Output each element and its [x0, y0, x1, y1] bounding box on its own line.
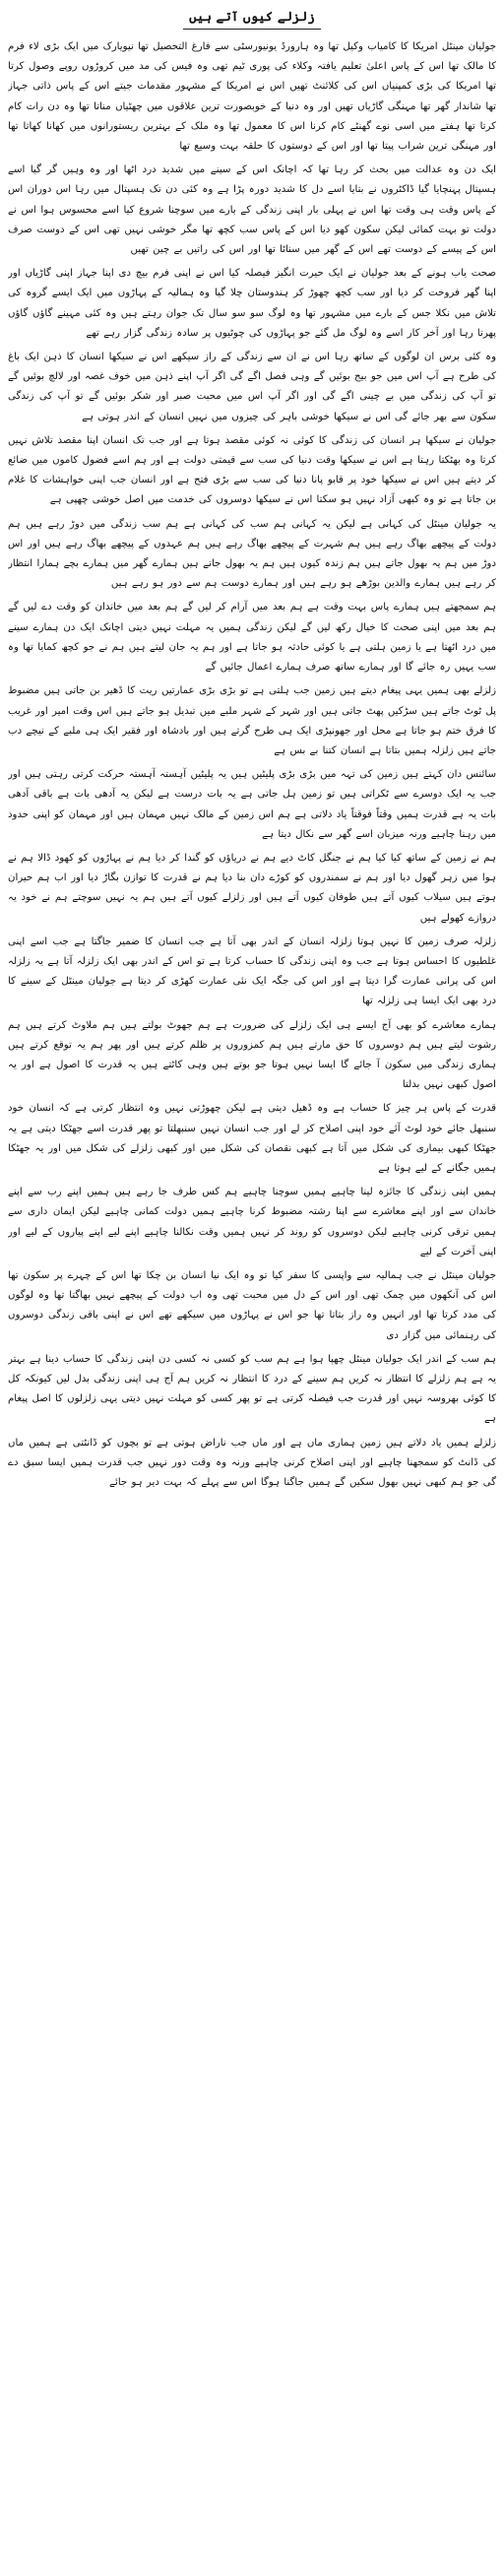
headline-wrap — [8, 6, 496, 30]
article-body — [8, 37, 496, 2568]
article-paragraph: ہمارے معاشرے کو بھی آج ایسے ہی ایک زلزلے کی ضرورت ہے ہم جھوٹ بولتے ہیں ہم ملاوٹ کرتے ہیں ہم رشوت لیتے ہیں ہم دوسروں کا حق مارتے ہیں ہم کمزوروں پر ظلم کرتے ہیں اور پھر ہم یہ توقع کرتے ہیں ہماری زندگی میں سکون آ جائے گا ایسا نہیں ہوتا جو بوتے ہیں وہی کاٹتے ہیں یہ قدرت کا اصول ہے اور یہ اصول کبھی نہیں بدلتا — [8, 1019, 496, 1091]
article-paragraph: صحت یاب ہونے کے بعد جولیان نے ایک حیرت انگیز فیصلہ کیا اس نے اپنی فرم بیچ دی اپنا جہاز اپنی گاڑیاں اور اپنا گھر فروخت کر دیا اور سب کچھ چھوڑ کر ہندوستان چلا گیا وہ ہمالیہ کے پہاڑوں میں ایک ایسے گروہ کی تلاش میں نکلا جس کے بارے میں مشہور تھا وہ لوگ سو سو سال تک جوان رہتے ہیں وہ کئی مہینے گاؤں گاؤں پھرتا رہا اور آخر کار اسے وہ لوگ مل گئے جو پہاڑوں کی چوٹیوں پر سادہ زندگی گزار رہے تھے — [8, 268, 496, 339]
article-paragraph: زلزلہ صرف زمین کا نہیں ہوتا زلزلہ انسان کے اندر بھی آتا ہے جب انسان کا ضمیر جاگتا ہے جب اسے اپنی غلطیوں کا احساس ہوتا ہے جب وہ اپنی زندگی کا حساب کرتا ہے تو اس کے اندر بھی ایک زلزلہ آتا ہے یہ زلزلہ اس کی پرانی عمارت گرا دیتا ہے اور اس کی جگہ ایک نئی عمارت کھڑی کر دیتا ہے جولیان مینٹل کے سینے کا درد بھی ایک ایسا ہی زلزلہ تھا — [8, 935, 496, 1007]
article-paragraph: ایک دن وہ عدالت میں بحث کر رہا تھا کہ اچانک اس کے سینے میں شدید درد اٹھا اور وہ وہیں گر گیا اسے ہسپتال پہنچایا گیا ڈاکٹروں نے بتایا اسے دل کا شدید دورہ پڑا ہے وہ کئی دن تک ہسپتال میں رہا اس دوران اس کے پاس وقت ہی وقت تھا اس نے پہلی بار اپنی زندگی کے بارے میں سوچنا شروع کیا اسے محسوس ہوا اس نے دولت تو بہت کمائی لیکن سکون کھو دیا اس کے پاس سب کچھ تھا مگر خوشی نہیں تھی اس کے دوست صرف اس کے پیسے کے دوست تھے اس کے گھر میں سناٹا تھا اور اس کی راتیں بے چین تھیں — [8, 164, 496, 256]
article-paragraph: جولیان مینٹل امریکا کا کامیاب وکیل تھا وہ ہارورڈ یونیورسٹی سے فارغ التحصیل تھا نیویارک میں ایک بڑی لاء فرم کا مالک تھا اس کے پاس اعلیٰ تعلیم یافتہ وکلاء کی پوری ٹیم تھی وہ فیس کی مد میں کروڑوں روپے وصول کرتا تھا امریکا کی بڑی کمپنیاں اس کی کلائنٹ تھیں اس نے امریکا کے مشہور مقدمات جیتے اس کے پاس ذاتی جہاز تھا شاندار گھر تھا مہنگی گاڑیاں تھیں اور وہ دنیا کے خوبصورت ترین علاقوں میں چھٹیاں مناتا تھا وہ دن رات کام کرتا تھا ہفتے میں اسی نوے گھنٹے کام کرنا اس کا معمول تھا وہ ملک کے بہترین ریستورانوں میں کھانا کھاتا تھا اور مہنگی ترین شراب پیتا تھا اور اس کے دوستوں کا حلقہ بہت وسیع تھا — [8, 41, 496, 153]
article-paragraph: وہ کئی برس ان لوگوں کے ساتھ رہا اس نے ان سے زندگی کے راز سیکھے اس نے سیکھا انسان کا ذہن ایک باغ کی طرح ہے آپ اس میں جو بیج بوئیں گے وہی فصل اگے گی اگر آپ اپنے ذہن میں خوف غصہ اور لالچ بوئیں گے تو آپ کی زندگی میں بے چینی اگے گی اور اگر آپ اس میں محبت صبر اور شکر بوئیں گے تو آپ کی زندگی سکون سے بھر جائے گی اس نے سیکھا خوشی باہر کی چیزوں میں نہیں انسان کے اندر ہوتی ہے — [8, 352, 496, 422]
article-paragraph: جولیان نے سیکھا ہر انسان کی زندگی کا کوئی نہ کوئی مقصد ہوتا ہے اور جب تک انسان اپنا مقصد تلاش نہیں کرتا وہ بھٹکتا رہتا ہے اس نے سیکھا وقت دنیا کی سب سے قیمتی دولت ہے اور ہم اسے فضول کاموں میں ضائع کر دیتے ہیں اس نے سیکھا خود پر قابو پانا دنیا کی سب سے بڑی فتح ہے اور انسان جب اپنی خواہشات کا غلام بن جاتا ہے تو وہ کبھی آزاد نہیں ہو سکتا اس نے سیکھا دوسروں کی خدمت میں اصل خوشی چھپی ہے — [8, 434, 496, 506]
article-paragraph: ہم سب کے اندر ایک جولیان مینٹل چھپا ہوا ہے ہم سب کو کسی نہ کسی دن اپنی زندگی کا حساب دینا ہے بہتر یہ ہے ہم زلزلے کا انتظار نہ کریں ہم سینے کے درد کا انتظار نہ کریں ہم آج ہی اپنی زندگی بدل لیں کیونکہ کل کا کوئی بھروسہ نہیں اور قدرت جب فیصلہ کرتی ہے تو پھر کسی کو مہلت نہیں دیتی یہی زلزلوں کا اصل پیغام ہے — [8, 1353, 496, 1425]
article-paragraph: ہم نے زمین کے ساتھ کیا کیا ہم نے جنگل کاٹ دیے ہم نے دریاؤں کو گندا کر دیا ہم نے پہاڑوں کو کھود ڈالا ہم نے ہوا میں زہر گھول دیا اور ہم نے سمندروں کو کوڑے دان بنا دیا ہم نے قدرت کا توازن بگاڑ دیا اور اب ہم حیران ہوتے ہیں سیلاب کیوں آتے ہیں طوفان کیوں آتے ہیں اور زلزلے کیوں آتے ہیں ہم یہ نہیں سوچتے ہم نے خود یہ دروازے کھولے ہیں — [8, 852, 496, 924]
article-title: زلزلے کیوں آتے ہیں — [183, 9, 321, 30]
article-paragraph: سائنس دان کہتے ہیں زمین کی تہہ میں بڑی بڑی پلیٹیں ہیں یہ پلیٹیں آہستہ آہستہ حرکت کرتی رہتی ہیں اور جب یہ ایک دوسرے سے ٹکراتی ہیں تو زمین ہل جاتی ہے یہ بات درست ہے لیکن یہ آدھی بات ہے باقی آدھی بات یہ ہے قدرت ہمیں وقتاً فوقتاً یاد دلاتی ہے ہم اس زمین کے مالک نہیں مہمان ہیں اور مہمان کو اپنی حدود میں رہنا چاہیے ورنہ میزبان اسے گھر سے نکال دیتا ہے — [8, 769, 496, 840]
article-paragraph: ہمیں اپنی زندگی کا جائزہ لینا چاہیے ہمیں سوچنا چاہیے ہم کس طرف جا رہے ہیں ہمیں اپنے رب سے اپنے خاندان سے اور اپنے معاشرے سے اپنا رشتہ مضبوط کرنا چاہیے ہمیں دولت کمانی چاہیے لیکن ایمان داری سے ہمیں ترقی کرنی چاہیے لیکن دوسروں کو روند کر نہیں ہمیں وقت نکالنا چاہیے اپنے لیے اپنے پیاروں کے لیے اور اپنی آخرت کے لیے — [8, 1187, 496, 1257]
article-paragraph: ہم سمجھتے ہیں ہمارے پاس بہت وقت ہے ہم بعد میں آرام کر لیں گے ہم بعد میں خاندان کو وقت دے لیں گے ہم بعد میں اپنی صحت کا خیال رکھ لیں گے لیکن زندگی ہمیں یہ مہلت نہیں دیتی اچانک ایک دن ہمارے سینے میں درد اٹھتا ہے یا زمین ہلتی ہے یا کوئی حادثہ ہو جاتا ہے اور ہم یہ جان لیتے ہیں ہم نے جو کچھ کمایا تھا وہ سب یہیں رہ جائے گا اور ہمارے ساتھ صرف ہمارے اعمال جائیں گے — [8, 602, 496, 674]
article-paragraph: قدرت کے پاس ہر چیز کا حساب ہے وہ ڈھیل دیتی ہے لیکن چھوڑتی نہیں وہ انتظار کرتی ہے کہ انسان خود سنبھل جائے خود لوٹ آئے خود اپنی اصلاح کر لے اور جب انسان نہیں سنبھلتا تو پھر قدرت اسے جھٹکا دیتی ہے یہ جھٹکا کبھی بیماری کی شکل میں آتا ہے کبھی نقصان کی شکل میں اور کبھی زلزلے کی شکل میں اور یہ جھٹکا ہمیں جگانے کے لیے ہوتا ہے — [8, 1103, 496, 1174]
article-paragraph: زلزلے بھی ہمیں یہی پیغام دیتے ہیں زمین جب ہلتی ہے تو بڑی بڑی عمارتیں ریت کا ڈھیر بن جاتی ہیں مضبوط پل ٹوٹ جاتے ہیں سڑکیں پھٹ جاتی ہیں اور شہر کے شہر ملبے میں تبدیل ہو جاتے ہیں اس وقت امیر اور غریب کا فرق ختم ہو جاتا ہے محل اور جھونپڑی ایک ہی طرح گرتے ہیں اور بادشاہ اور فقیر ایک ہی ملبے کے نیچے دب جاتے ہیں زلزلہ ہمیں بتاتا ہے انسان کتنا بے بس ہے — [8, 685, 496, 756]
article-paragraph: زلزلے ہمیں یاد دلاتے ہیں زمین ہماری ماں ہے اور ماں جب ناراض ہوتی ہے تو بچوں کو ڈانٹتی ہے ہمیں ماں کی ڈانٹ کو سمجھنا چاہیے اور اپنی اصلاح کرنی چاہیے ورنہ وہ وقت دور نہیں جب قدرت ہمیں ایسا سبق دے گی جو ہم کبھی نہیں بھول سکیں گے ہمیں جاگنا ہوگا اس سے پہلے کہ بہت دیر ہو جائے — [8, 1437, 496, 1489]
article-paragraph: یہ جولیان مینٹل کی کہانی ہے لیکن یہ کہانی ہم سب کی کہانی ہے ہم سب زندگی میں دوڑ رہے ہیں ہم دولت کے پیچھے بھاگ رہے ہیں ہم شہرت کے پیچھے بھاگ رہے ہیں ہم عہدوں کے پیچھے بھاگ رہے ہیں اور اس دوڑ میں ہم یہ بھول جاتے ہیں ہم زندہ کیوں ہیں ہم یہ بھول جاتے ہیں ہمارے گھر میں ہمارے بچے ہمارا انتظار کر رہے ہیں ہمارے والدین بوڑھے ہو رہے ہیں اور ہمارے دوست ہم سے دور ہو رہے ہیں — [8, 518, 496, 590]
article-paragraph: جولیان مینٹل نے جب ہمالیہ سے واپسی کا سفر کیا تو وہ ایک نیا انسان بن چکا تھا اس کے چہرے پر سکون تھا اس کی آنکھوں میں چمک تھی اور اس کے دل میں محبت تھی وہ اب دولت کے پیچھے نہیں بھاگتا تھا وہ لوگوں کی مدد کرتا تھا اور انہیں وہ راز بتاتا تھا جو اس نے پہاڑوں میں سیکھے تھے اس نے اپنی باقی زندگی دوسروں کی رہنمائی میں گزار دی — [8, 1269, 496, 1341]
